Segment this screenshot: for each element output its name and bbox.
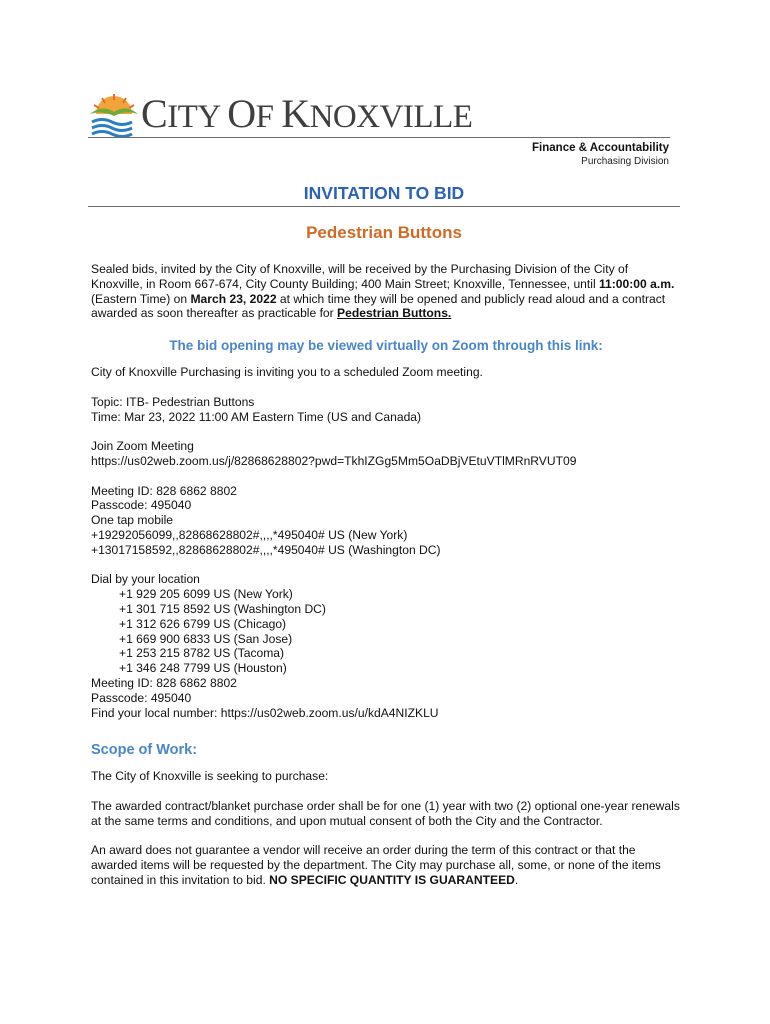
zoom-heading: The bid opening may be viewed virtually on Zoom through this link: <box>169 338 603 354</box>
tap-number: +13017158592,,82868628802#,,,,*495040# US (Washington DC) <box>91 542 441 557</box>
city-logo-icon <box>88 92 140 138</box>
bid-date: March 23, 2022 <box>190 291 277 306</box>
dial-number: +1 929 205 6099 US (New York) <box>119 587 293 602</box>
contract-term: The awarded contract/blanket purchase order shall be for one (1) year with two (2) optional one-year renewals at the same terms and conditions, and upon mutual consent of both the City and the Contractor. <box>91 798 680 828</box>
division-name: Purchasing Division <box>581 156 669 167</box>
meeting-id-2: Meeting ID: 828 6862 8802 <box>91 675 237 690</box>
passcode-2: Passcode: 495040 <box>91 690 192 705</box>
dial-label: Dial by your location <box>91 572 200 587</box>
bid-time: 11:00:00 a.m. <box>599 276 675 291</box>
title-block <box>88 181 680 245</box>
intro-text-1: Sealed bids, invited by the City of Knoxville, will be received by the Purchasing Division of the City of Knoxville, in Room 667-674, City County Building; 400 Main Street; Knoxville, Tennessee, until <box>91 262 629 291</box>
one-tap-label: One tap mobile <box>91 513 174 528</box>
logo-wordmark: CITY OF KNOXVILLE <box>141 91 473 136</box>
title-divider <box>88 206 680 207</box>
join-label: Join Zoom Meeting <box>91 439 194 454</box>
dial-number: +1 301 715 8592 US (Washington DC) <box>119 601 326 616</box>
passcode: Passcode: 495040 <box>91 498 192 513</box>
scope-heading: Scope of Work: <box>91 742 198 759</box>
dial-number: +1 346 248 7799 US (Houston) <box>119 661 287 676</box>
award-emphasis: NO SPECIFIC QUANTITY IS GUARANTEED <box>269 872 515 887</box>
dial-number: +1 312 626 6799 US (Chicago) <box>119 616 287 631</box>
meeting-topic: Topic: ITB- Pedestrian Buttons <box>91 394 255 409</box>
dial-number: +1 253 215 8782 US (Tacoma) <box>119 646 285 661</box>
tap-number: +19292056099,,82868628802#,,,,*495040# US (New York) <box>91 527 408 542</box>
dial-number: +1 669 900 6833 US (San Jose) <box>119 631 293 646</box>
meeting-time: Time: Mar 23, 2022 11:00 AM Eastern Time (US and Canada) <box>91 409 422 424</box>
header-divider <box>88 137 670 138</box>
department-block <box>532 141 669 169</box>
intro-item: Pedestrian Buttons. <box>337 306 452 321</box>
scope-intro: The City of Knoxville is seeking to purchase: <box>91 769 329 784</box>
department-name: Finance & Accountability <box>532 142 669 154</box>
document-title: INVITATION TO BID <box>303 183 465 203</box>
meeting-id: Meeting ID: 828 6862 8802 <box>91 483 237 498</box>
city-logo <box>88 91 473 140</box>
award-paragraph <box>91 843 681 887</box>
intro-text-2: (Eastern Time) on <box>91 291 191 306</box>
intro-paragraph <box>91 262 681 321</box>
zoom-invite: City of Knoxville Purchasing is inviting you to a scheduled Zoom meeting. <box>91 365 483 380</box>
bid-item-name: Pedestrian Buttons <box>306 223 462 242</box>
local-number-link[interactable]: Find your local number: https://us02web.zoom.us/u/kdA4NIZKLU <box>91 705 439 720</box>
join-url-link[interactable]: https://us02web.zoom.us/j/82868628802?pwd=TkhIZGg5Mm5OaDBjVEtuVTlMRnRVUT09 <box>91 453 577 468</box>
award-text: An award does not guarantee a vendor will receive an order during the term of this contract or that the awarded items will be requested by the department. The City may purchase all, some, or none of the items contained in this invitation to bid. <box>91 843 661 887</box>
intro-text-3: at which time they will be opened and publicly read aloud and a contract awarded as soon thereafter as practicable for <box>91 291 666 321</box>
document-body <box>91 262 681 887</box>
award-end: . <box>514 872 519 887</box>
